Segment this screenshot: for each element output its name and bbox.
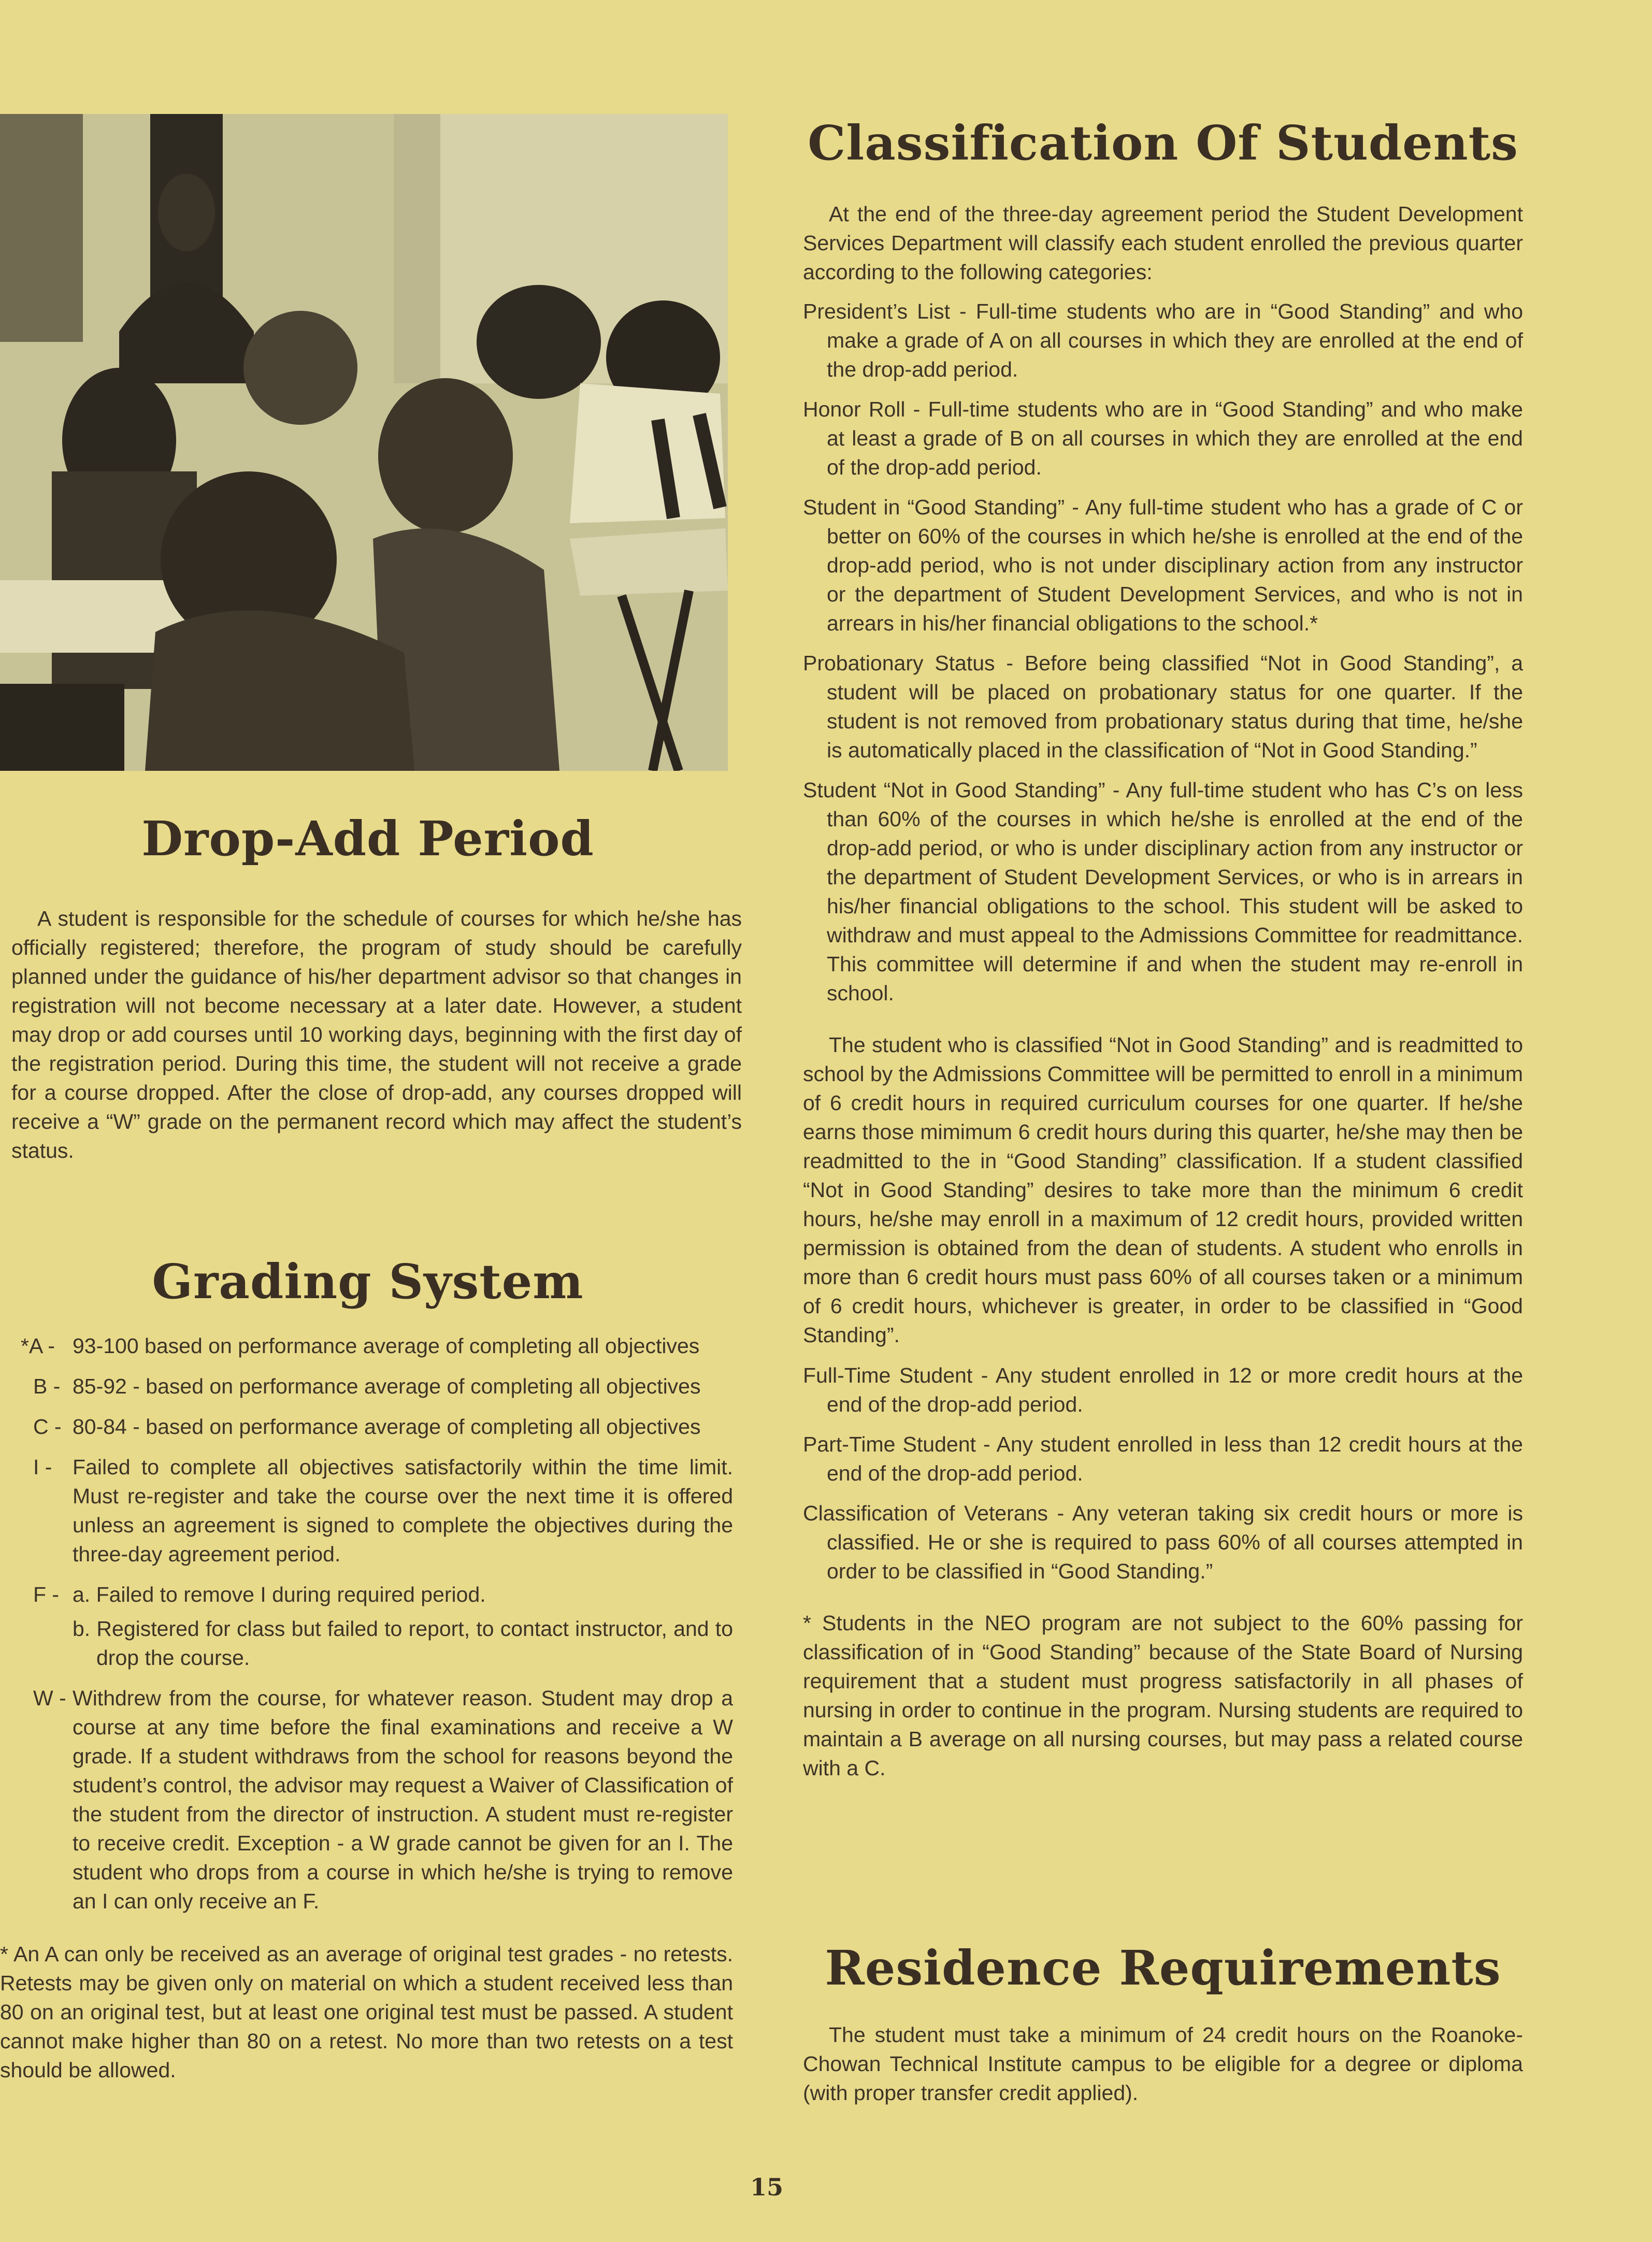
classification-body xyxy=(803,199,1523,1783)
grade-row-a xyxy=(0,1331,733,1360)
entry-presidents-list: President’s List - Full-time students who are in “Good Standing” and who make a grade of A on all courses in which they are enrolled at the end of the drop-add period. xyxy=(803,299,1523,381)
entry-full-time: Full-Time Student - Any student enrolled in 12 or more credit hours at the end of the drop-add period. xyxy=(803,1363,1523,1416)
classification-title: Classification Of Students xyxy=(808,115,1518,171)
residence-body xyxy=(803,2020,1523,2107)
grade-row-c xyxy=(0,1412,733,1441)
grade-row-i xyxy=(0,1453,733,1569)
grade-letter: C - xyxy=(33,1415,62,1439)
grade-letter: B - xyxy=(33,1374,61,1398)
grading-list xyxy=(0,1331,733,2085)
grade-text: b. Registered for class but failed to report, to contact instructor, and to drop the course. xyxy=(73,1617,733,1670)
classification-intro: At the end of the three-day agreement period the Student Development Services Department will classify each student enrolled the previous quarter according to the following categories: xyxy=(803,202,1523,284)
grade-row-f-a xyxy=(0,1580,733,1609)
grade-letter: I - xyxy=(33,1455,52,1479)
residence-paragraph: The student must take a minimum of 24 credit hours on the Roanoke-Chowan Technical Institute campus to be eligible for a degree or diploma (with proper transfer credit applied). xyxy=(803,2023,1523,2105)
grading-footnote: * An A can only be received as an average of original test grades - no retests. Retests may be given only on material on which a student received less than 80 on an original test, but at least one original test must be passed. A student cannot make higher than 80 on a retest. No more than two retests on a test should be allowed. xyxy=(0,1942,733,2082)
grade-text: Withdrew from the course, for whatever reason. Student may drop a course at any time before the final examinations and receive a W grade. If a student withdraws from the school for reasons beyond the student’s control, the advisor may request a Waiver of Classification of the student from the director of instruction. A student must re-register to receive credit. Exception - a W grade cannot be given for an I. The student who drops from a course in which he/she is trying to remove an I can only receive an F. xyxy=(73,1686,733,1913)
grade-letter: F - xyxy=(33,1583,60,1606)
grade-row-b xyxy=(0,1372,733,1401)
entry-not-good-standing: Student “Not in Good Standing” - Any full-time student who has C’s on less than 60% of the courses in which he/she is enrolled at the end of the drop-add period, or who is under disciplinary action from any instructor or the department of Student Development Services, or who is in arrears in his/her financial obligations to the school. This student will be asked to withdraw and must appeal to the Admissions Committee for readmittance. This committee will determine if and when the student may re-enroll in school. xyxy=(803,778,1523,1005)
grade-row-f-b xyxy=(0,1614,733,1672)
classification-footnote: * Students in the NEO program are not subject to the 60% passing for classification of in “Good Standing” because of the State Board of Nursing requirement that a student must progress satisfactorily in all phases of nursing in order to continue in the program. Nursing students are required to maintain a B average on all nursing courses, but may pass a related course with a C. xyxy=(803,1611,1523,1780)
residence-title: Residence Requirements xyxy=(825,1940,1501,1996)
grade-text: a. Failed to remove I during required period. xyxy=(73,1583,486,1606)
drop-add-body xyxy=(11,904,742,1165)
drop-add-paragraph: A student is responsible for the schedule of courses for which he/she has officially registered; therefore, the program of study should be carefully planned under the guidance of his/her department advisor so that changes in registration will not become necessary at a later date. However, a student may drop or add courses until 10 working days, beginning with the first day of the registration period. During this time, the student will not receive a grade for a course dropped. After the close of drop-add, any courses dropped will receive a “W” grade on the permanent record which may affect the student’s status. xyxy=(11,907,742,1162)
entry-good-standing: Student in “Good Standing” - Any full-time student who has a grade of C or better on 60% of the courses in which he/she is enrolled at the end of the drop-add period, who is not under disciplinary action from any instructor or the department of Student Development Services, and who is not in arrears in his/her financial obligations to the school.* xyxy=(803,495,1523,635)
page-number: 15 xyxy=(750,2173,783,2201)
grade-row-w xyxy=(0,1684,733,1916)
entry-part-time: Part-Time Student - Any student enrolled in less than 12 credit hours at the end of the drop-add period. xyxy=(803,1432,1523,1485)
grade-text: 80-84 - based on performance average of completing all objectives xyxy=(73,1415,701,1439)
entry-probationary: Probationary Status - Before being classified “Not in Good Standing”, a student will be placed on probationary status for one quarter. If the student is not removed from probationary status during that time, he/she is automatically placed in the classification of “Not in Good Standing.” xyxy=(803,651,1523,762)
readmit-paragraph: The student who is classified “Not in Good Standing” and is readmitted to school by the Admissions Committee will be permitted to enroll in a minimum of 6 credit hours in required curriculum courses for one quarter. If he/she earns those mimimum 6 credit hours during this quarter, he/she may then be readmitted to the in “Good Standing” classification. If a student classified “Not in Good Standing” desires to take more than the minimum 6 credit hours, he/she may enroll in a maximum of 12 credit hours, provided written permission is obtained from the dean of students. A student who enrolls in more than 6 credit hours must pass 60% of all courses taken or a minimum of 6 credit hours, whichever is greater, in order to be classified in “Good Standing”. xyxy=(803,1033,1523,1347)
entry-honor-roll: Honor Roll - Full-time students who are in “Good Standing” and who make at least a grade of B on all courses in which they are enrolled at the end of the drop-add period. xyxy=(803,397,1523,479)
drop-add-title: Drop-Add Period xyxy=(141,811,594,867)
grade-letter: *A - xyxy=(21,1334,55,1358)
classroom-photo xyxy=(0,114,728,771)
grade-letter: W - xyxy=(33,1686,66,1710)
grade-letter xyxy=(0,1614,73,1672)
grading-title: Grading System xyxy=(152,1254,584,1310)
entry-veterans: Classification of Veterans - Any veteran taking six credit hours or more is classified. He or she is required to pass 60% of all courses attempted in order to be classified in “Good Standing.” xyxy=(803,1501,1523,1583)
grade-text: 85-92 - based on performance average of completing all objectives xyxy=(73,1374,701,1398)
grade-text: 93-100 based on performance average of completing all objectives xyxy=(73,1334,700,1358)
grade-text: Failed to complete all objectives satisfactorily within the time limit. Must re-register and take the course over the next time it is offered unless an agreement is signed to complete the objectives during the three-day agreement period. xyxy=(73,1455,733,1566)
